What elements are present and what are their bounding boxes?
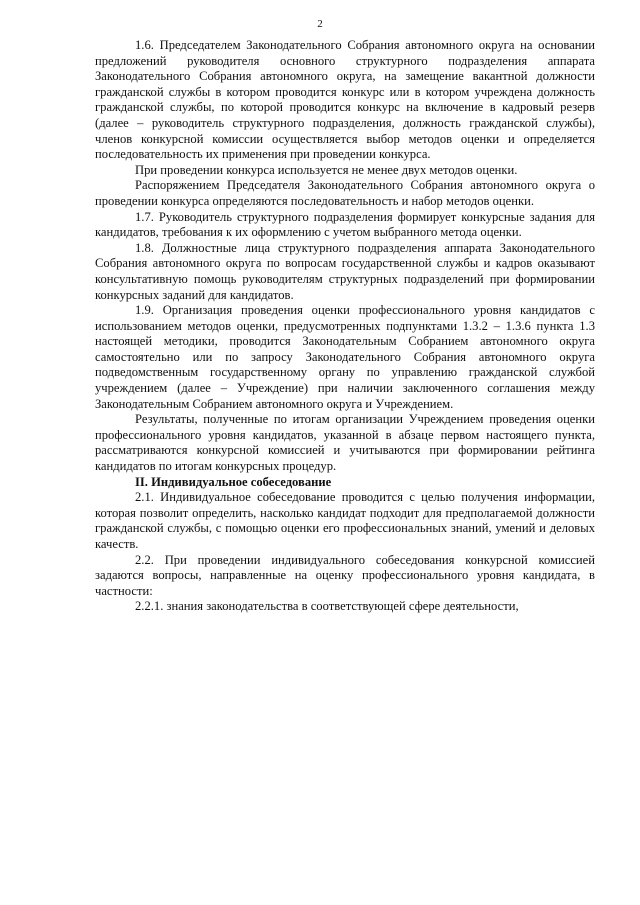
paragraph-1-7: 1.7. Руководитель структурного подразделения формирует конкурсные задания для кандидатов, требования к их оформлению с учетом выбранного метода оценки. [95, 209, 595, 240]
section-heading: II. Индивидуальное собеседование [135, 474, 332, 489]
page-number: 2 [317, 18, 323, 30]
paragraph-2-2: 2.2. При проведении индивидуального собеседования конкурсной комиссией задаются вопросы, направленные на оценку профессионального уровня кандидата, в частности: [95, 552, 595, 598]
paragraph-1-9: 1.9. Организация проведения оценки профессионального уровня кандидатов с использованием методов оценки, предусмотренных подпунктами 1.3.2 – 1.3.6 пункта 1.3 настоящей методики, проводится Законодательным Собранием автономного округа самостоятельно или по запросу Законодательного Собрания автономного округа подведомственным государственному органу по управлению гражданской службой учреждением (далее – Учреждение) при наличии заключенного соглашения между Законодательным Собранием автономного округа и Учреждением. [95, 303, 595, 411]
paragraph-1-6: 1.6. Председателем Законодательного Собрания автономного округа на основании предложений руководителя основного структурного подразделения аппарата Законодательного Собрания автономного округа, на замещение вакантной должности гражданской службы в котором проводится конкурс или в котором учреждена должность гражданской службы, по которой проводится конкурс на включение в кадровый резерв (далее – руководитель структурного подразделения, должность гражданской службы), членов конкурсной комиссии осуществляется выбор методов оценки и определяется последовательность их применения при проведении конкурса. [95, 38, 595, 162]
paragraph-2-1: 2.1. Индивидуальное собеседование проводится с целью получения информации, которая позволит определить, насколько кандидат подходит для предполагаемой должности гражданской службы, с помощью оценки его профессиональных знаний, умений и деловых качеств. [95, 490, 595, 551]
document-body [95, 38, 595, 615]
paragraph-methods-count: При проведении конкурса используется не менее двух методов оценки. [135, 162, 518, 177]
paragraph-order: Распоряжением Председателя Законодательного Собрания автономного округа о проведении конкурса определяются последовательность и набор методов оценки. [95, 178, 595, 208]
paragraph-2-2-1: 2.2.1. знания законодательства в соответствующей сфере деятельности, [135, 599, 519, 614]
paragraph-1-8: 1.8. Должностные лица структурного подразделения аппарата Законодательного Собрания автономного округа по вопросам государственной службы и кадров оказывают консультативную помощь руководителям структурных подразделений при формировании конкурсных заданий для кандидатов. [95, 240, 595, 302]
paragraph-results: Результаты, полученные по итогам организации Учреждением проведения оценки профессионального уровня кандидатов, указанной в абзаце первом настоящего пункта, рассматриваются конкурсной комиссией и учитываются при формировании рейтинга кандидатов по итогам конкурсных процедур. [95, 412, 595, 474]
